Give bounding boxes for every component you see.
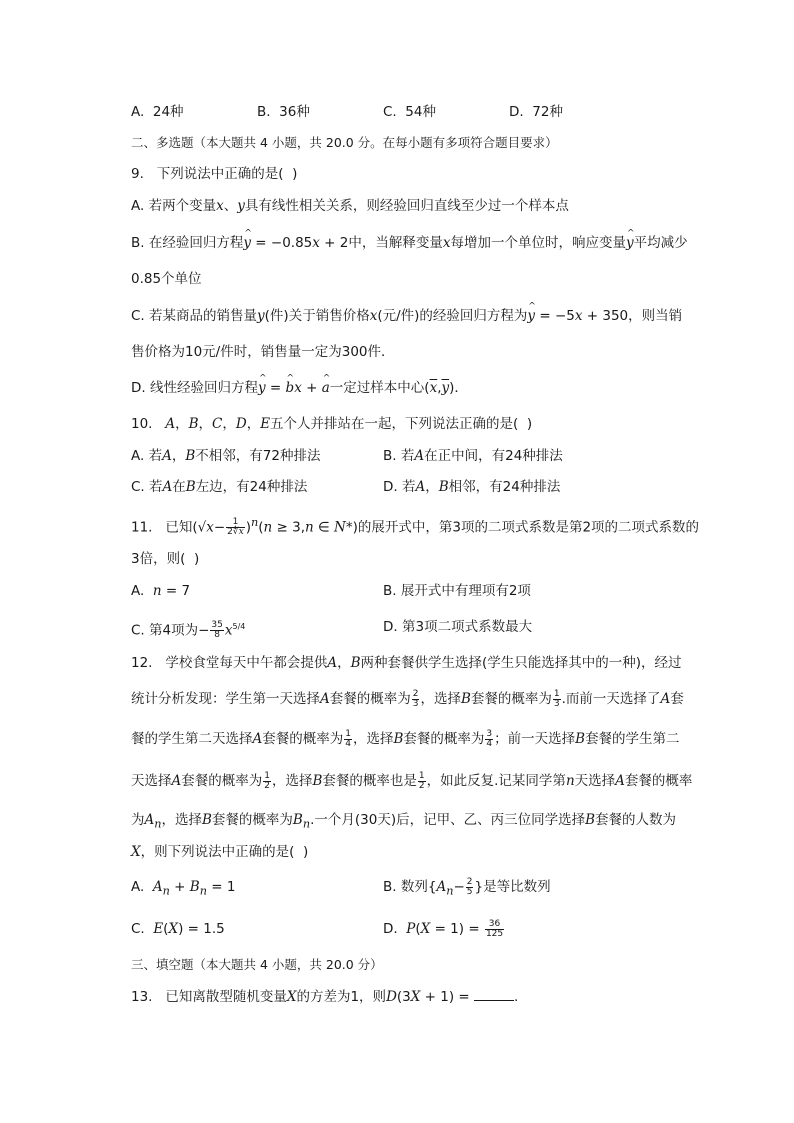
q12-option-c: C. E(X) = 1.5 [131,921,225,937]
q12-stem-line1: 12. 学校食堂每天中午都会提供A，B两种套餐供学生选择(学生只能选择其中的一种)，经过 [131,655,682,671]
q11-option-c: C. 第4项为− $\frac{35}{8}$ $x^{5/4}$ [131,620,246,640]
section-heading-fill-blank: 三、填空题（本大题共 4 小题，共 20.0 分） [131,957,383,972]
q11-option-a: A. n = 7 [131,583,191,599]
section-heading-multi-choice: 二、多选题（本大题共 4 小题，共 20.0 分。在每小题有多项符合题目要求） [131,135,558,150]
q12-stem-line2: 统计分析发现：学生第一天选择A套餐的概率为 $\frac{2}{3}$ ，选择B套餐的概率为 $\frac{1}{3}$ .而前一天选择了A套 [131,688,684,709]
q9-option-b-line1: B. 在经验回归方程^ y = −0.85x + 2中，当解释变量x每增加一个单位时，响应变量^ y平均减少 [131,233,688,253]
q8-option-a: A. 24种 [131,104,184,120]
q9-option-c-line2: 售价格为10元/件时，销售量一定为300件． [131,344,395,360]
q12-option-a: A. $A_n + B_n = 1$ [131,879,236,898]
q8-option-c: C. 54种 [383,104,436,120]
q10-option-b: B. 若A在正中间，有24种排法 [383,448,563,464]
q12-stem-line6: X，则下列说法中正确的是( ) [131,844,309,860]
q12-option-b: B. 数列{$A_n-$ $\frac{2}{5}$ }是等比数列 [383,876,551,898]
q9-option-c-line1: C. 若某商品的销售量y(件)关于销售价格x(元/件)的经验回归方程为^ y = −5x + 350，则当销 [131,306,682,326]
q8-option-d: D. 72种 [509,104,563,120]
q12-stem-line4: 天选择A套餐的概率为 $\frac{1}{2}$ ，选择B套餐的概率也是 $\frac{1}{2}$ ，如此反复.记某同学第n天选择A套餐的概率 [131,770,693,791]
q9-option-d: D. 线性经验回归方程^ y = ^ bx + ^ a一定过样本中心$(\overline{x},\overline{y})$． [131,378,468,398]
answer-blank[interactable] [474,988,514,1001]
q9-option-b-line2: 0.85个单位 [131,271,202,287]
q11-stem-line2: 3倍，则( ) [131,551,200,567]
q8-option-b: B. 36种 [257,104,310,120]
q10-option-d: D. 若A，B相邻，有24种排法 [383,479,561,495]
q10-stem: 10. A，B，C，D，E五个人并排站在一起，下列说法正确的是( ) [131,416,533,432]
q12-option-d: D. P(X = 1) = $\frac{36}{125}$ [383,918,504,939]
q11-stem-line1: 11. 已知(√x− $\frac{1}{2∜x}$ )$^n$(n ≥ 3,n ∈ N*)的展开式中，第3项的二项式系数是第2项的二项式系数的 [131,516,700,537]
q9-option-a: A. 若两个变量x、y具有线性相关关系，则经验回归直线至少过一个样本点 [131,198,569,214]
q13-stem: 13. 已知离散型随机变量X的方差为1，则D(3X + 1) = . [131,989,519,1005]
q12-stem-line3: 餐的学生第二天选择A套餐的概率为 $\frac{1}{4}$ ，选择B套餐的概率为 $\frac{3}{4}$ ；前一天选择B套餐的学生第二 [131,728,680,749]
q10-option-c: C. 若A在B左边，有24种排法 [131,479,308,495]
q9-stem: 9. 下列说法中正确的是( ) [131,166,298,182]
q11-option-b: B. 展开式中有理项有2项 [383,583,531,599]
q11-option-d: D. 第3项二项式系数最大 [383,619,533,635]
q10-option-a: A. 若A，B不相邻，有72种排法 [131,448,321,464]
q12-stem-line5: 为$A_n$，选择B套餐的概率为$B_n$.一个月(30天)后，记甲、乙、丙三位同学选择B套餐的人数为 [131,812,677,831]
